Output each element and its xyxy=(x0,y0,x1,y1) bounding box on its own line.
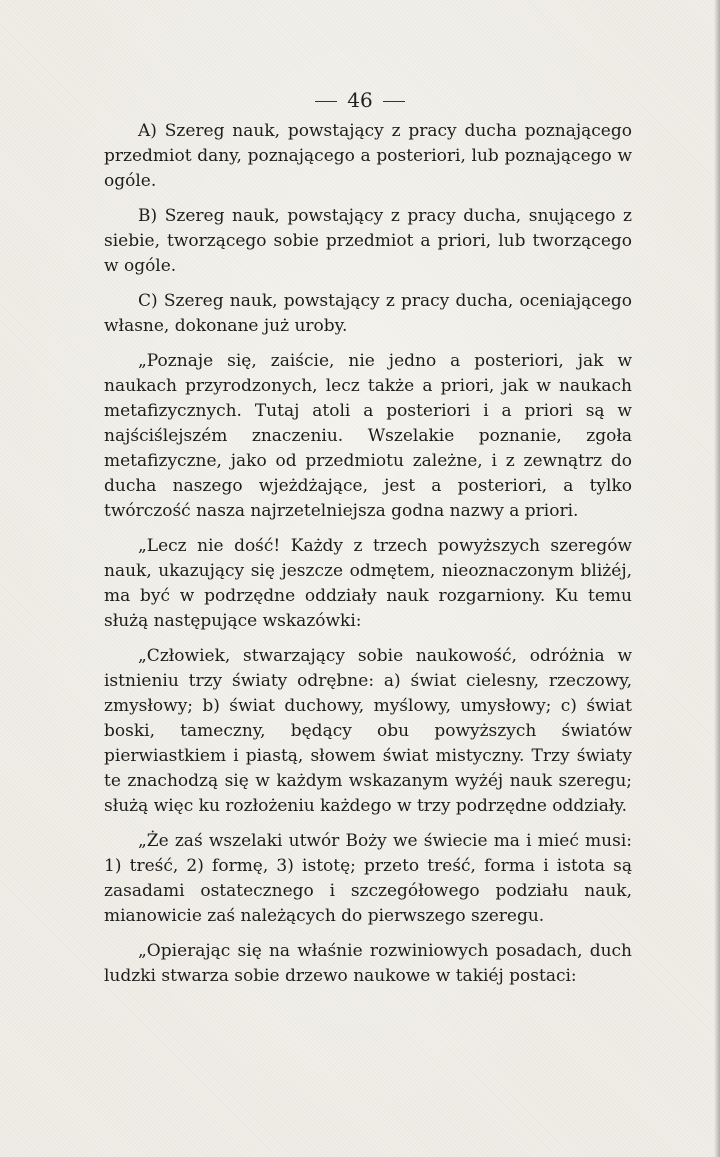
page-number: 46 xyxy=(347,88,373,112)
paragraph-b: B) Szereg nauk, powstający z pracy ducha, snującego z siebie, tworzącego sobie przedmiot a priori, lub tworzącego w ogóle. xyxy=(104,206,632,276)
paragraph-quote-3: „Człowiek, stwarzający sobie naukowość, odróżnia w istnieniu trzy światy odrębne: a) świat cielesny, rzeczowy, zmysłowy; b) świat duchowy, myślowy, umysłowy; c) świat boski, tameczny, będący obu powyższych światów pierwiastkiem i piastą, słowem świat mistyczny. Trzy światy te znachodzą się w każdym wskazanym wyżéj nauk szeregu; służą więc ku rozłożeniu każdego w trzy podrzędne oddziały. xyxy=(104,646,632,816)
paragraph-quote-2: „Lecz nie dość! Każdy z trzech powyższych szeregów nauk, ukazujący się jeszcze odmętem, nieoznaczonym bliżéj, ma być w podrzędne oddziały nauk rozgarniony. Ku temu służą następujące wskazówki: xyxy=(104,536,632,631)
page-header xyxy=(0,88,720,112)
paragraph-quote-4: „Że zaś wszelaki utwór Boży we świecie ma i mieć musi: 1) treść, 2) formę, 3) istotę; przeto treść, forma i istota są zasadami ostatecznego i szczegółowego podziału nauk, mianowicie zaś należących do pierwszego szeregu. xyxy=(104,831,632,926)
paragraph-quote-5: „Opierając się na właśnie rozwiniowych posadach, duch ludzki stwarza sobie drzewo naukowe w takiéj postaci: xyxy=(104,941,632,986)
header-dash-left xyxy=(315,101,337,102)
paragraph-c: C) Szereg nauk, powstający z pracy ducha, oceniającego własne, dokonane już uroby. xyxy=(104,291,632,336)
body-text xyxy=(104,119,632,999)
paragraph-quote-1: „Poznaje się, zaiście, nie jedno a posteriori, jak w naukach przyrodzonych, lecz także a priori, jak w naukach metafizycznych. Tutaj atoli a posteriori i a priori są w najściślejszém znaczeniu. Wszelakie poznanie, zgoła metafizyczne, jako od przedmiotu zależne, i z zewnątrz do ducha naszego wjeżdżające, jest a posteriori, a tylko twórczość nasza najrzetelniejsza godna nazwy a priori. xyxy=(104,351,632,521)
paragraph-a: A) Szereg nauk, powstający z pracy ducha poznającego przedmiot dany, poznającego a posteriori, lub poznającego w ogóle. xyxy=(104,121,632,191)
page-edge-shadow xyxy=(714,0,720,1157)
header-dash-right xyxy=(383,101,405,102)
